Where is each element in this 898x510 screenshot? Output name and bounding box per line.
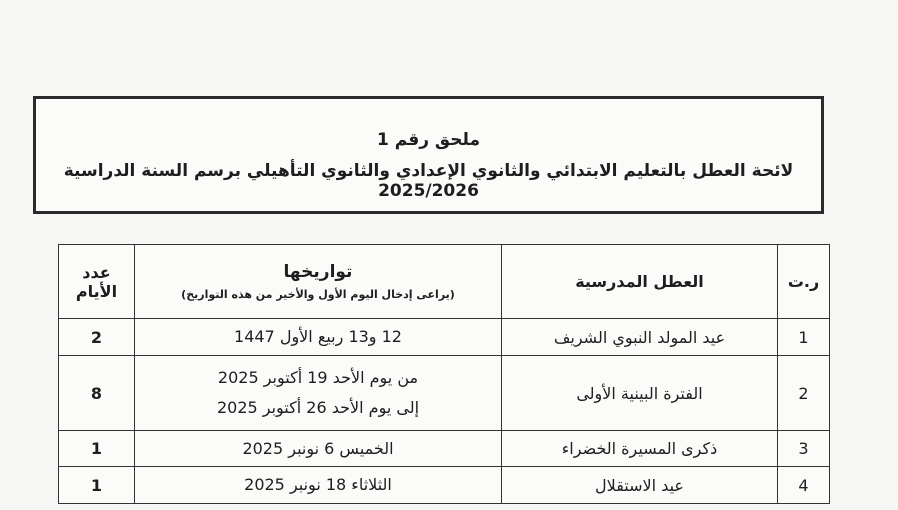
row-days: 2 xyxy=(59,319,135,356)
header-num: ر.ت xyxy=(778,245,830,319)
row-dates xyxy=(135,356,502,431)
holidays-table xyxy=(58,244,830,504)
row-holiday-name: عيد الاستقلال xyxy=(502,467,778,504)
header-dates-label: تواريخها xyxy=(283,262,353,282)
row-date-line: إلى يوم الأحد 26 أكتوبر 2025 xyxy=(216,398,420,417)
row-days: 8 xyxy=(59,356,135,431)
header-days-line1: عدد xyxy=(82,262,111,282)
header-dates xyxy=(135,245,502,319)
annex-title: ملحق رقم 1 xyxy=(377,130,480,150)
header-holiday-name: العطل المدرسية xyxy=(502,245,778,319)
table-row xyxy=(59,431,830,467)
header-days xyxy=(59,245,135,319)
table-row xyxy=(59,467,830,504)
header-dates-note: (يراعى إدخال اليوم الأول والأخير من هذه التواريخ) xyxy=(181,288,455,301)
table-row xyxy=(59,319,830,356)
row-date-line: الثلاثاء 18 نونبر 2025 xyxy=(244,475,392,494)
annex-subtitle: لائحة العطل بالتعليم الابتدائي والثانوي الإعدادي والثانوي التأهيلي برسم السنة الدراسية 2025/2026 xyxy=(63,161,794,201)
row-holiday-name: عيد المولد النبوي الشريف xyxy=(502,319,778,356)
title-box xyxy=(33,96,824,214)
row-num: 3 xyxy=(778,431,830,467)
row-num: 2 xyxy=(778,356,830,431)
row-num: 1 xyxy=(778,319,830,356)
row-date-line: من يوم الأحد 19 أكتوبر 2025 xyxy=(217,368,419,387)
table-row xyxy=(59,356,830,431)
row-date-line: 12 و13 ربيع الأول 1447 xyxy=(234,327,402,346)
row-num: 4 xyxy=(778,467,830,504)
row-holiday-name: الفترة البينية الأولى xyxy=(502,356,778,431)
row-dates xyxy=(135,319,502,356)
row-holiday-name: ذكرى المسيرة الخضراء xyxy=(502,431,778,467)
table-header-row xyxy=(59,245,830,319)
row-days: 1 xyxy=(59,431,135,467)
row-dates xyxy=(135,431,502,467)
row-date-line: الخميس 6 نونبر 2025 xyxy=(242,438,394,458)
row-dates xyxy=(135,467,502,504)
row-days: 1 xyxy=(59,467,135,504)
header-days-line2: الأيام xyxy=(75,281,118,301)
